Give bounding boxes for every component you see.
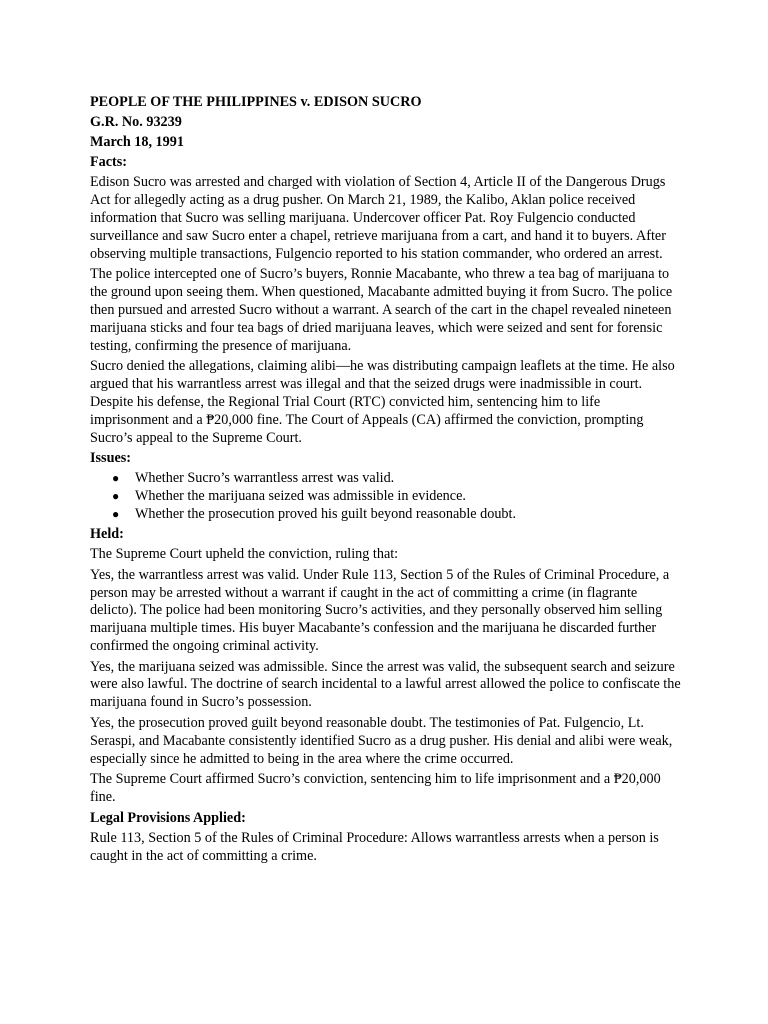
issue-item bbox=[90, 506, 682, 524]
case-title: PEOPLE OF THE PHILIPPINES v. EDISON SUCRO bbox=[90, 94, 422, 110]
issues-list bbox=[90, 470, 682, 523]
issue-item bbox=[90, 488, 682, 506]
facts-heading: Facts: bbox=[90, 154, 128, 171]
bullet-icon: ● bbox=[112, 471, 120, 486]
bullet-icon: ● bbox=[112, 507, 120, 522]
facts-paragraph: Edison Sucro was arrested and charged with violation of Section 4, Article II of the Dangerous Drugs Act for allegedly acting as a drug pusher. On March 21, 1989, the Kalibo, Aklan police received information that Sucro was selling marijuana. Undercover officer Pat. Roy Fulgencio conducted surveillance and saw Sucro enter a chapel, retrieve marijuana from a cart, and hand it to buyers. After observing multiple transactions, Fulgencio reported to his station commander, who ordered an arrest. bbox=[90, 174, 666, 262]
issue-text: Whether the marijuana seized was admissible in evidence. bbox=[135, 488, 466, 505]
legal-provisions-heading: Legal Provisions Applied: bbox=[90, 810, 246, 827]
issue-text: Whether the prosecution proved his guilt beyond reasonable doubt. bbox=[135, 506, 516, 523]
held-paragraph: The Supreme Court upheld the conviction, ruling that: bbox=[90, 545, 399, 562]
held-paragraph: Yes, the warrantless arrest was valid. Under Rule 113, Section 5 of the Rules of Criminal Procedure, a person may be arrested without a warrant if caught in the act of committing a crime (in flagrante delicto). The police had been monitoring Sucro’s activities, and they personally observed him selling marijuana multiple times. His buyer Macabante’s confession and the marijuana he discarded further confirmed the ongoing criminal activity. bbox=[90, 566, 670, 654]
legal-provision-paragraph: Rule 113, Section 5 of the Rules of Criminal Procedure: Allows warrantless arrests when a person is caught in the act of committing a crime. bbox=[90, 830, 659, 864]
held-paragraph: Yes, the prosecution proved guilt beyond reasonable doubt. The testimonies of Pat. Fulgencio, Lt. Seraspi, and Macabante consistently identified Sucro as a drug pusher. His denial and alibi were weak, especially since he admitted to being in the area where the crime occurred. bbox=[90, 715, 673, 767]
bullet-icon: ● bbox=[112, 489, 120, 504]
facts-paragraph: The police intercepted one of Sucro’s buyers, Ronnie Macabante, who threw a tea bag of marijuana to the ground upon seeing them. When questioned, Macabante admitted buying it from Sucro. The police then pursued and arrested Sucro without a warrant. A search of the cart in the chapel revealed nineteen marijuana sticks and four tea bags of dried marijuana leaves, which were seized and sent for forensic testing, confirming the presence of marijuana. bbox=[90, 266, 673, 354]
facts-paragraph: Sucro denied the allegations, claiming alibi—he was distributing campaign leaflets at the time. He also argued that his warrantless arrest was illegal and that the seized drugs were inadmissible in court. Despite his defense, the Regional Trial Court (RTC) convicted him, sentencing him to life imprisonment and a ₱20,000 fine. The Court of Appeals (CA) affirmed the conviction, prompting Sucro’s appeal to the Supreme Court. bbox=[90, 358, 675, 446]
issues-heading: Issues: bbox=[90, 450, 131, 467]
document-page bbox=[90, 94, 682, 869]
held-paragraph: Yes, the marijuana seized was admissible. Since the arrest was valid, the subsequent search and seizure were also lawful. The doctrine of search incidental to a lawful arrest allowed the police to confiscate the marijuana found in Sucro’s possession. bbox=[90, 658, 681, 711]
issue-text: Whether Sucro’s warrantless arrest was valid. bbox=[135, 470, 395, 487]
issue-item bbox=[90, 470, 682, 488]
decision-date: March 18, 1991 bbox=[90, 134, 184, 151]
held-heading: Held: bbox=[90, 525, 124, 542]
held-paragraph: The Supreme Court affirmed Sucro’s conviction, sentencing him to life imprisonment and a ₱20,000 fine. bbox=[90, 771, 661, 806]
gr-number: G.R. No. 93239 bbox=[90, 114, 182, 131]
